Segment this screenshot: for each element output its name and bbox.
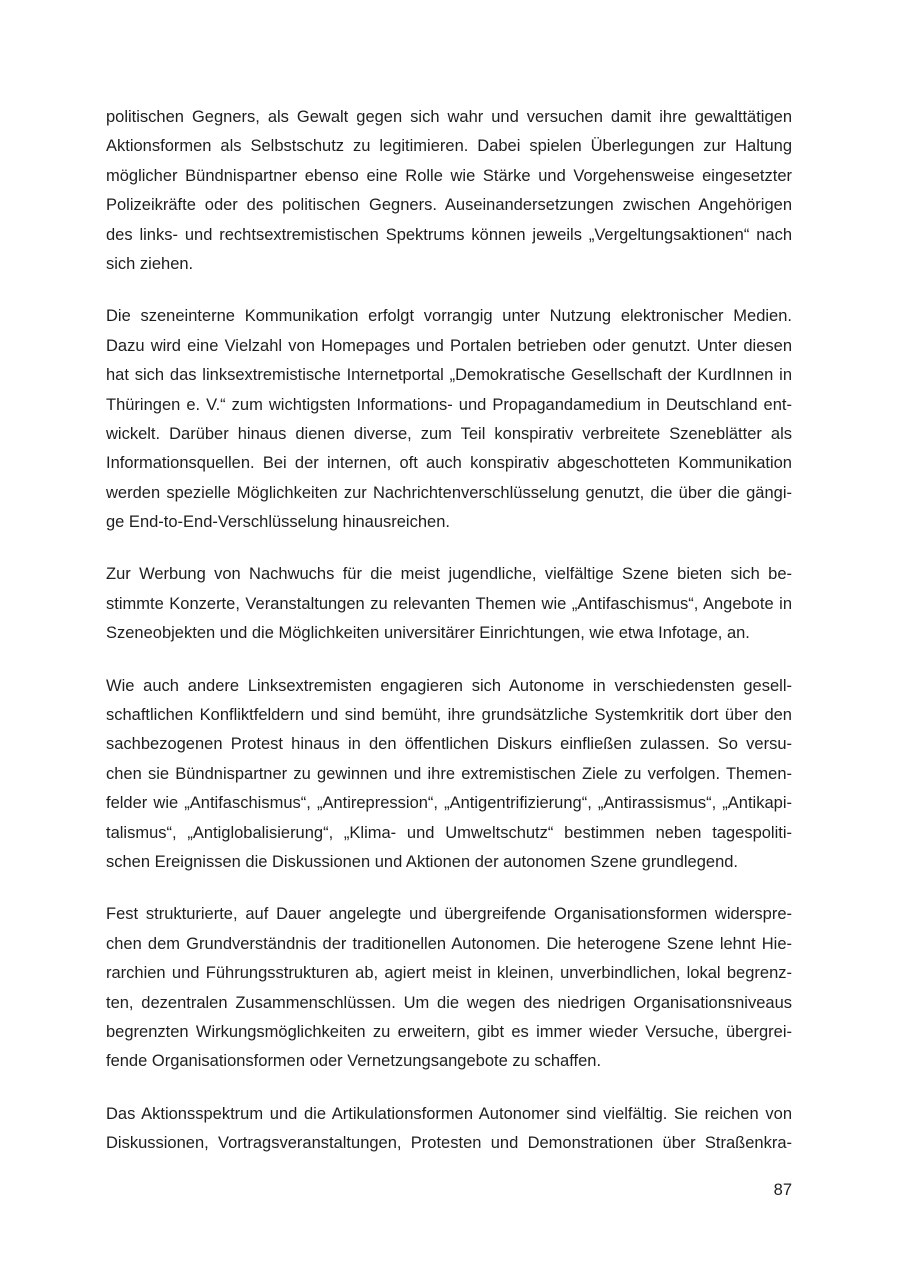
text-line: Diskussionen, Vortragsveranstaltungen, Protesten und Demonstrationen über Straßenkra- — [106, 1134, 792, 1153]
paragraph — [106, 103, 792, 279]
text-line: sachbezogenen Protest hinaus in den öffentlichen Diskurs einfließen zulassen. So versu- — [106, 735, 792, 754]
text-line: rarchien und Führungsstrukturen ab, agiert meist in kleinen, unverbindlichen, lokal begrenz- — [106, 964, 792, 983]
text-line: chen dem Grundverständnis der traditionellen Autonomen. Die heterogene Szene lehnt Hie- — [106, 934, 792, 953]
text-line: Die szeneinterne Kommunikation erfolgt vorrangig unter Nutzung elektronischer Medien. — [106, 307, 792, 326]
text-line: Thüringen e. V.“ zum wichtigsten Informations- und Propagandamedium in Deutschland ent- — [106, 395, 792, 414]
text-line: Fest strukturierte, auf Dauer angelegte und übergreifende Organisationsformen widerspre- — [106, 905, 792, 924]
text-line: wickelt. Darüber hinaus dienen diverse, zum Teil konspirativ verbreitete Szeneblätter als — [106, 424, 792, 443]
text-line: schaftlichen Konfliktfeldern und sind bemüht, ihre grundsätzliche Systemkritik dort über den — [106, 706, 792, 725]
text-line: talismus“, „Antiglobalisierung“, „Klima- und Umweltschutz“ bestimmen neben tagespoliti- — [106, 823, 792, 842]
text-line: sich ziehen. — [106, 254, 194, 273]
text-line: Das Aktionsspektrum und die Artikulationsformen Autonomer sind vielfältig. Sie reichen von — [106, 1104, 792, 1123]
text-line: chen sie Bündnispartner zu gewinnen und ihre extremistischen Ziele zu verfolgen. Themen- — [106, 764, 792, 783]
paragraph — [106, 1100, 792, 1159]
paragraph — [106, 672, 792, 878]
text-line: schen Ereignissen die Diskussionen und Aktionen der autonomen Szene grundlegend. — [106, 852, 739, 871]
text-line: des links- und rechtsextremistischen Spektrums können jeweils „Vergeltungsaktionen“ nach — [106, 225, 792, 244]
text-line: möglicher Bündnispartner ebenso eine Rolle wie Stärke und Vorgehensweise eingesetzter — [106, 166, 792, 185]
page-number: 87 — [773, 1181, 792, 1199]
paragraph — [106, 302, 792, 537]
text-line: Polizeikräfte oder des politischen Gegners. Auseinandersetzungen zwischen Angehörigen — [106, 196, 792, 215]
text-line: stimmte Konzerte, Veranstaltungen zu relevanten Themen wie „Antifaschismus“, Angebote in — [106, 594, 792, 613]
text-line: Szeneobjekten und die Möglichkeiten universitärer Einrichtungen, wie etwa Infotage, an. — [106, 624, 750, 643]
paragraph — [106, 560, 792, 648]
text-line: werden spezielle Möglichkeiten zur Nachrichtenverschlüsselung genutzt, die über die gängi- — [106, 483, 792, 502]
text-line: ten, dezentralen Zusammenschlüssen. Um die wegen des niedrigen Organisationsniveaus — [106, 993, 792, 1012]
document-body-text — [106, 103, 792, 1159]
text-line: Zur Werbung von Nachwuchs für die meist jugendliche, vielfältige Szene bieten sich be- — [106, 565, 792, 584]
text-line: fende Organisationsformen oder Vernetzungsangebote zu schaffen. — [106, 1052, 602, 1071]
text-line: Informationsquellen. Bei der internen, oft auch konspirativ abgeschotteten Kommunikation — [106, 454, 792, 473]
text-line: Dazu wird eine Vielzahl von Homepages und Portalen betrieben oder genutzt. Unter diesen — [106, 336, 792, 355]
text-line: ge End-to-End-Verschlüsselung hinausreichen. — [106, 513, 450, 532]
text-line: begrenzten Wirkungsmöglichkeiten zu erweitern, gibt es immer wieder Versuche, übergrei- — [106, 1022, 792, 1041]
text-line: Aktionsformen als Selbstschutz zu legitimieren. Dabei spielen Überlegungen zur Haltung — [106, 137, 792, 156]
paragraph — [106, 900, 792, 1076]
text-line: Wie auch andere Linksextremisten engagieren sich Autonome in verschiedensten gesell- — [106, 676, 792, 695]
text-line: felder wie „Antifaschismus“, „Antirepression“, „Antigentrifizierung“, „Antirassismus“, „Antikapi- — [106, 794, 792, 813]
text-line: politischen Gegners, als Gewalt gegen sich wahr und versuchen damit ihre gewalttätigen — [106, 108, 792, 126]
text-line: hat sich das linksextremistische Internetportal „Demokratische Gesellschaft der KurdInnen in — [106, 366, 792, 385]
